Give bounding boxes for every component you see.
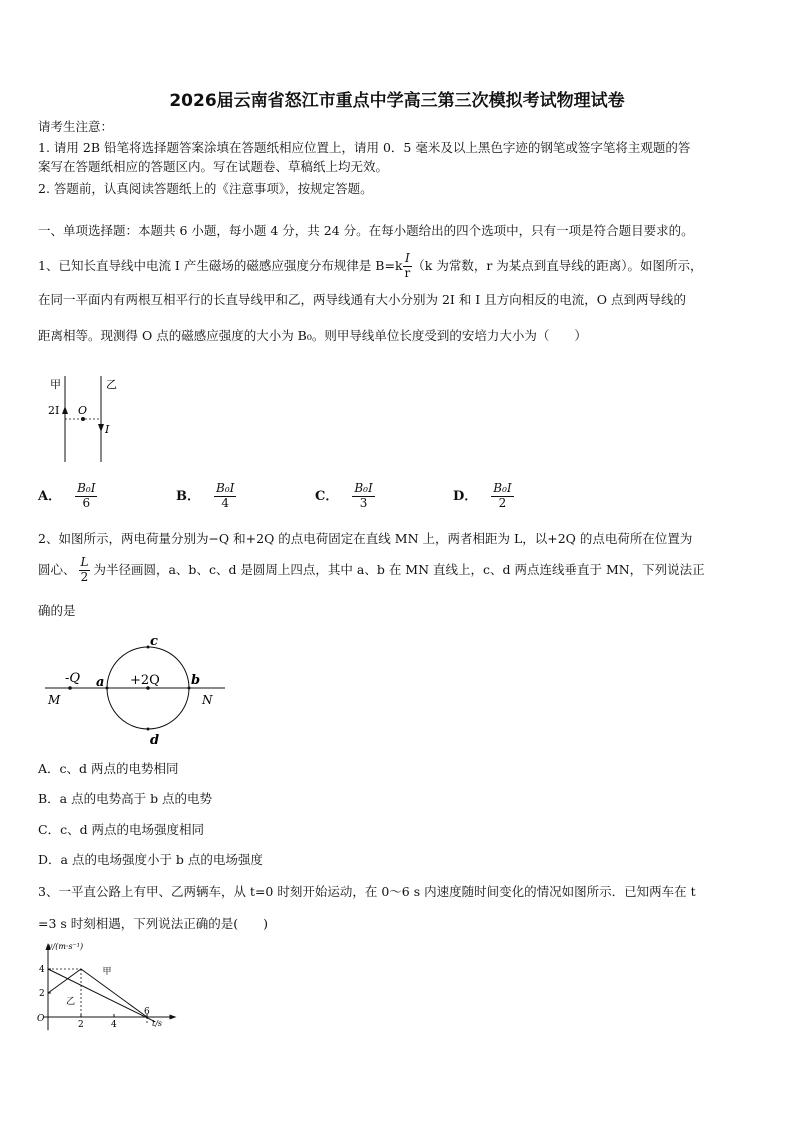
label-point-o: O	[78, 404, 88, 417]
x-axis-label: t/s	[152, 1019, 163, 1028]
origin-label: O	[37, 1014, 45, 1024]
q1-line-2: 在同一平面内有两根互相平行的长直导线甲和乙，两导线通有大小分别为 2I 和 I 且方向相反的电流，O 点到两导线的	[38, 292, 686, 307]
q3-line-1: 3、一平直公路上有甲、乙两辆车，从 t=0 时刻开始运动，在 0～6 s 内速度随时间变化的情况如图所示．已知两车在 t	[38, 884, 696, 899]
notice-item-2: 2. 答题前，认真阅读答题纸上的《注意事项》，按规定答题。	[38, 181, 373, 196]
section-heading: 一、单项选择题：本题共 6 小题，每小题 4 分，共 24 分。在每小题给出的四个选项中，只有一项是符合题目要求的。	[38, 223, 694, 238]
q3-vt-chart	[30, 938, 180, 1038]
q1-line-3: 距离相等。现测得 O 点的磁感应强度的大小为 B₀。则甲导线单位长度受到的安培力大小为（ ）	[38, 328, 587, 343]
series-yi-label: 乙	[66, 996, 76, 1007]
option-label: C．	[315, 488, 339, 504]
q2-option-a[interactable]: A．c、d 两点的电势相同	[38, 761, 179, 776]
q2-circle-figure	[40, 632, 230, 750]
q2-line-1: 2、如图所示，两电荷量分别为−Q 和+2Q 的点电荷固定在直线 MN 上，两者相距为 L，以+2Q 的点电荷所在位置为	[38, 531, 693, 546]
q2-line-3: 确的是	[38, 603, 76, 618]
x-axis-arrow-icon	[170, 1015, 177, 1020]
q2-line-2	[38, 556, 758, 585]
label-n: N	[202, 693, 213, 707]
q3-line-2: =3 s 时刻相遇，下列说法正确的是( )	[38, 916, 269, 931]
y-tick-label: 4	[39, 965, 45, 975]
q1-text-a: 1、已知长直导线中电流 I 产生磁场的磁感应强度分布规律是 B=k	[38, 257, 403, 273]
point-d-dot	[147, 728, 150, 731]
label-a: a	[96, 675, 105, 690]
notice-item-1-line-1: 1. 请用 2B 铅笔将选择题答案涂填在答题纸相应位置上，请用 0．5 毫米及以上黑色字迹的钢笔或签字笔将主观题的答	[38, 140, 691, 155]
option-label: A．	[38, 488, 62, 504]
label-c: c	[150, 634, 158, 649]
q1-line-1	[38, 252, 758, 281]
label-b: b	[191, 673, 201, 688]
y-tick-label: 2	[39, 989, 45, 999]
label-m: M	[48, 693, 61, 707]
point-a-dot	[106, 687, 109, 690]
q2-option-c[interactable]: C．c、d 两点的电场强度相同	[38, 822, 205, 837]
y-axis-label: v/(m·s⁻¹)	[48, 942, 84, 951]
point-o-dot	[81, 417, 85, 421]
q1-option-b[interactable]: B． $\frac{\text{B₀I}}{4}$	[176, 481, 235, 510]
chart-axes	[39, 943, 177, 1030]
notice-item-1-line-2: 案写在答题纸相应的答题区内。写在试题卷、草稿纸上均无效。	[38, 159, 389, 174]
series-jia-label: 甲	[102, 966, 112, 977]
q1-option-c[interactable]: C． $\frac{\text{B₀I}}{3}$	[315, 481, 373, 510]
page-title: 2026届云南省怒江市重点中学高三第三次模拟考试物理试卷	[169, 91, 625, 111]
neg-charge-dot	[68, 686, 72, 690]
q2-text-a: 圆心、	[38, 561, 76, 577]
x-tick-label: 2	[78, 1020, 84, 1030]
label-neg-q: -Q	[65, 671, 81, 686]
label-pos-2q: +2Q	[130, 673, 160, 688]
q2-text-b: 为半径画圆，a、b、c、d 是圆周上四点，其中 a、b 在 MN 直线上，c、d 两点连线垂直于 MN，下列说法正	[93, 561, 705, 577]
q2-fraction: $\frac{L}{2}$	[80, 555, 89, 584]
chart-marks	[48, 966, 155, 1022]
arrow-up-icon	[62, 406, 68, 414]
label-jia: 甲	[50, 378, 61, 391]
option-label: B．	[176, 488, 200, 504]
arrow-down-icon	[98, 424, 104, 432]
option-label: D．	[453, 488, 478, 504]
q2-option-d[interactable]: D．a 点的电场强度小于 b 点的电场强度	[38, 852, 263, 867]
q1-fraction: $\frac{I}{r}$	[404, 251, 411, 280]
x-tick-label: 6	[144, 1007, 150, 1017]
series-yi-line	[48, 969, 155, 1022]
q1-option-a[interactable]: A． $\frac{\text{B₀I}}{6}$	[38, 481, 96, 510]
q1-text-b: （k 为常数，r 为某点到直导线的距离）。如图所示，	[412, 257, 703, 273]
label-current-i: I	[105, 423, 110, 436]
label-current-2i: 2I	[48, 404, 60, 417]
notice-heading: 请考生注意：	[38, 119, 114, 134]
q1-option-d[interactable]: D． $\frac{\text{B₀I}}{2}$	[453, 481, 512, 510]
x-tick-label: 4	[111, 1020, 117, 1030]
label-d: d	[150, 733, 160, 748]
label-yi: 乙	[106, 378, 117, 391]
q1-wires-figure	[40, 372, 130, 467]
q2-option-b[interactable]: B．a 点的电势高于 b 点的电势	[38, 791, 213, 806]
